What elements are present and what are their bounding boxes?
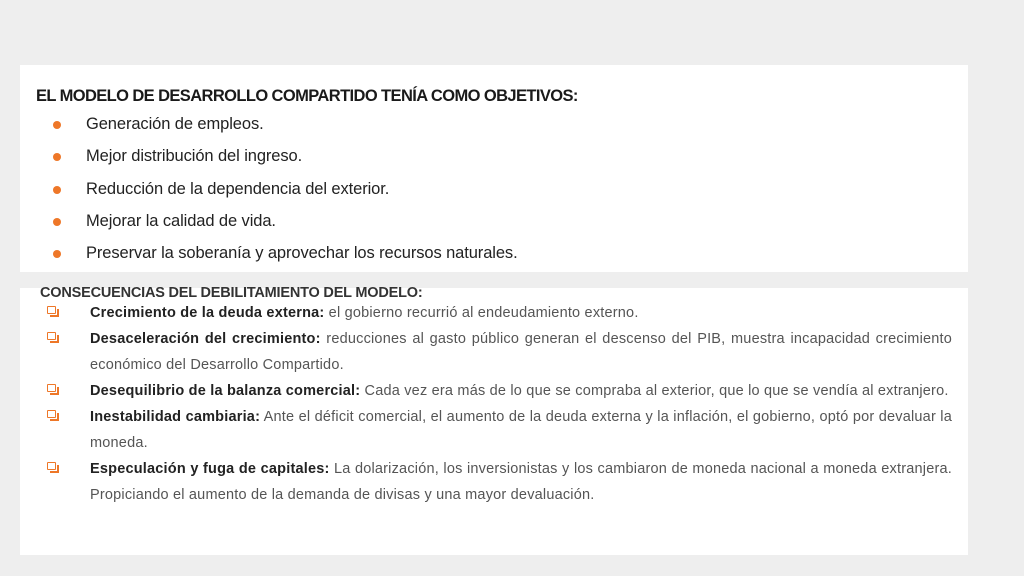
consequence-item	[20, 456, 968, 508]
consequence-item	[20, 300, 968, 326]
checkbox-bullet-icon	[47, 462, 56, 470]
objective-text: Mejor distribución del ingreso.	[86, 147, 303, 166]
consequences-list	[20, 300, 968, 508]
bullet-dot-icon	[53, 218, 61, 226]
consequence-text	[90, 326, 952, 378]
objectives-title: EL MODELO DE DESARROLLO COMPARTIDO TENÍA COMO OBJETIVOS:	[36, 87, 578, 105]
checkbox-bullet-icon	[47, 332, 56, 340]
consequence-body: Cada vez era más de lo que se compraba al exterior, que lo que se vendía al extranjero.	[360, 383, 949, 399]
bullet-dot-icon	[53, 186, 61, 194]
consequence-text	[90, 456, 952, 508]
consequence-item	[20, 378, 968, 404]
consequence-body: La dolarización, los inversionistas y los cambiaron de moneda nacional a moneda extranjera. Propiciando el aumento de la demanda de divisas y una mayor devaluación.	[90, 461, 952, 503]
consequence-text	[90, 300, 952, 326]
consequence-text	[90, 404, 952, 456]
consequences-panel	[20, 285, 968, 555]
checkbox-bullet-icon	[47, 306, 56, 314]
consequence-heading: Desequilibrio de la balanza comercial:	[90, 383, 361, 399]
bullet-dot-icon	[53, 250, 61, 258]
consequence-body: Ante el déficit comercial, el aumento de la deuda externa y la inflación, el gobierno, optó por devaluar la moneda.	[90, 409, 952, 451]
consequence-heading: Especulación y fuga de capitales:	[90, 461, 330, 477]
consequence-body: el gobierno recurrió al endeudamiento externo.	[324, 305, 639, 321]
bullet-dot-icon	[53, 153, 61, 161]
bullet-dot-icon	[53, 121, 61, 129]
checkbox-bullet-icon	[47, 410, 56, 418]
consequence-text	[90, 378, 952, 404]
objective-text: Mejorar la calidad de vida.	[86, 211, 276, 230]
consequence-item	[20, 326, 968, 378]
consequence-heading: Desaceleración del crecimiento:	[90, 331, 321, 347]
consequence-heading: Inestabilidad cambiaria:	[90, 409, 261, 425]
consequence-body: reducciones al gasto público generan el descenso del PIB, muestra incapacidad crecimiento económico del Desarrollo Compartido.	[90, 331, 953, 373]
objective-text: Reducción de la dependencia del exterior.	[86, 179, 390, 198]
consequence-item	[20, 404, 968, 456]
consequence-heading: Crecimiento de la deuda externa:	[90, 305, 325, 321]
objective-text: Preservar la soberanía y aprovechar los recursos naturales.	[86, 244, 518, 263]
objective-text: Generación de empleos.	[86, 115, 264, 133]
checkbox-bullet-icon	[47, 384, 56, 392]
consequences-title: CONSECUENCIAS DEL DEBILITAMIENTO DEL MODELO:	[40, 285, 423, 301]
objectives-panel	[20, 65, 968, 272]
